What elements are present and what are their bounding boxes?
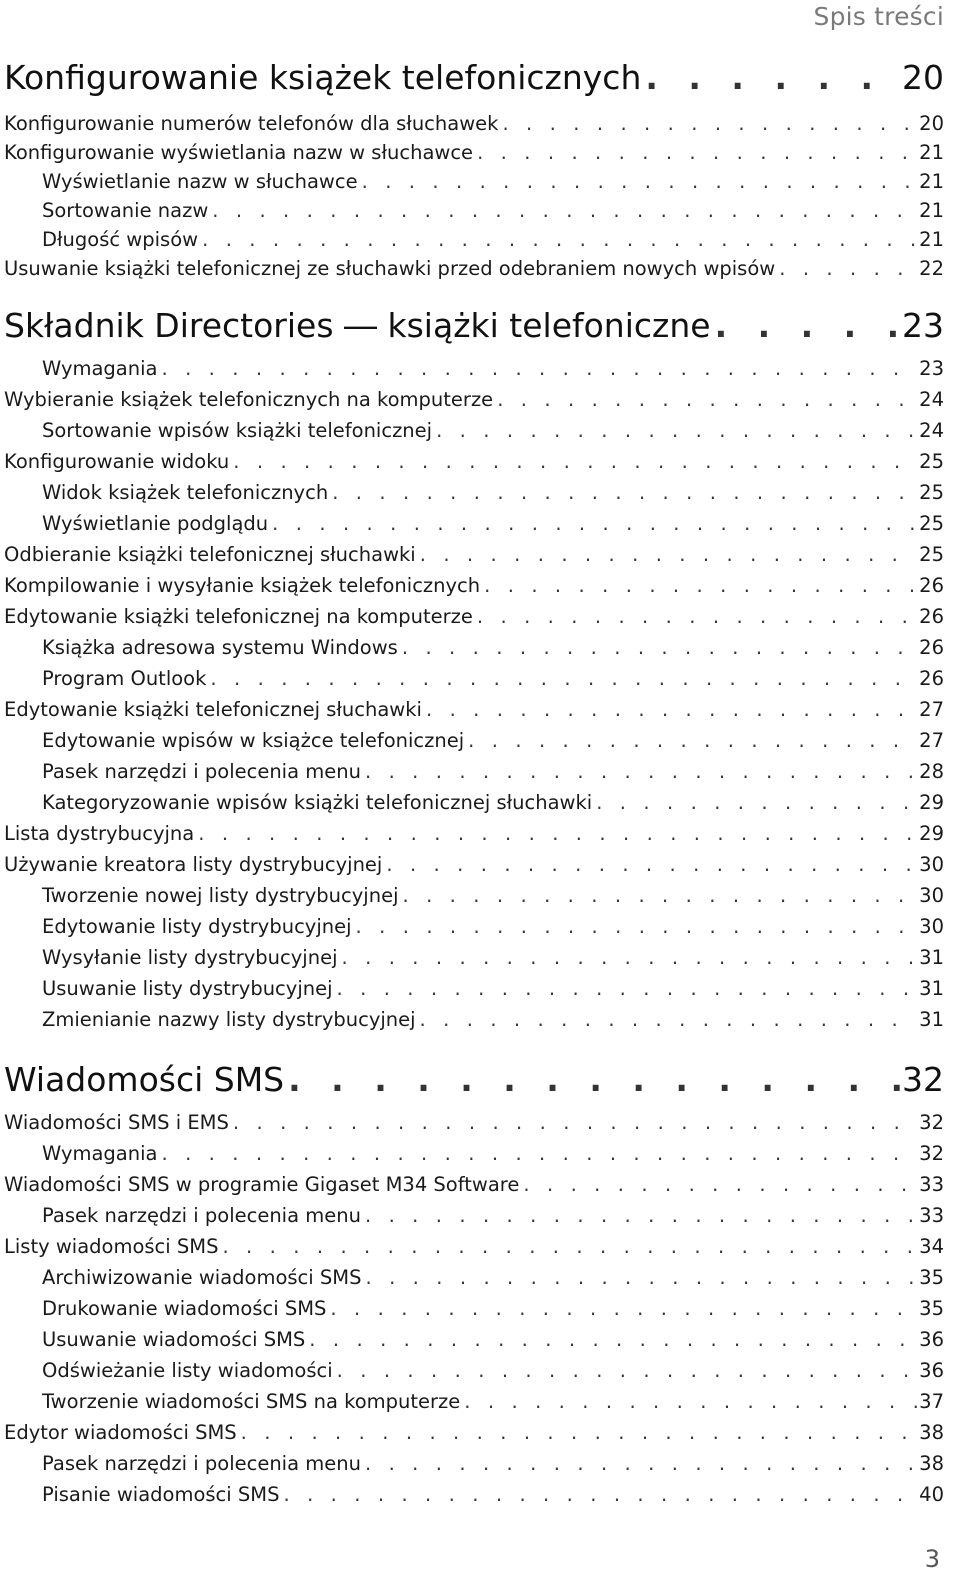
- toc-entry-title: Pasek narzędzi i polecenia menu: [42, 1452, 361, 1475]
- toc-entry: [4, 1173, 944, 1201]
- toc-entry-page: 29: [919, 822, 944, 845]
- toc-entry-page: 25: [919, 450, 944, 473]
- toc-entry-page: 26: [919, 574, 944, 597]
- toc-entry-title: Tworzenie nowej listy dystrybucyjnej: [42, 884, 399, 907]
- dot-leader: [337, 977, 918, 1000]
- toc-subentry: [4, 884, 944, 912]
- dot-leader: [161, 1142, 917, 1165]
- toc-entry-title: Kompilowanie i wysyłanie książek telefonicznych: [4, 574, 481, 597]
- toc-entry-title: Odbieranie książki telefonicznej słuchawki: [4, 543, 416, 566]
- toc-entry-page: 25: [919, 543, 944, 566]
- toc-entry-title: Listy wiadomości SMS: [4, 1235, 219, 1258]
- dot-leader: [212, 199, 917, 222]
- toc-entry-page: 24: [919, 419, 944, 442]
- toc-entry-title: Wyświetlanie podglądu: [42, 512, 269, 535]
- dot-leader: [502, 112, 917, 135]
- toc-entry-title: Wysyłanie listy dystrybucyjnej: [42, 946, 338, 969]
- dot-leader: [241, 1421, 918, 1444]
- toc-entry-title: Archiwizowanie wiadomości SMS: [42, 1266, 362, 1289]
- toc-subentry: [4, 1328, 944, 1356]
- toc-entry: [4, 450, 944, 478]
- toc-entry-page: 21: [919, 141, 944, 164]
- toc-chapter-page: 32: [902, 1060, 944, 1099]
- toc-subentry: [4, 791, 944, 819]
- toc-entry-title: Konfigurowanie wyświetlania nazw w słuchawce: [4, 141, 474, 164]
- toc-chapter-page: 23: [902, 306, 944, 345]
- toc-entry-title: Usuwanie książki telefonicznej ze słuchawki przed odebraniem nowych wpisów: [4, 257, 776, 280]
- toc-entry-title: Sortowanie nazw: [42, 199, 209, 222]
- dot-leader: [288, 1060, 900, 1099]
- toc-subentry: [4, 228, 944, 256]
- toc-entry-page: 25: [919, 481, 944, 504]
- toc-entry-page: 20: [919, 112, 944, 135]
- toc-entry-title: Lista dystrybucyjna: [4, 822, 195, 845]
- toc-entry-title: Edytowanie książki telefonicznej na komputerze: [4, 605, 473, 628]
- toc-entry-title: Kategoryzowanie wpisów książki telefonicznej słuchawki: [42, 791, 593, 814]
- dot-leader: [426, 698, 917, 721]
- toc-entry-page: 30: [919, 884, 944, 907]
- toc-entry: [4, 543, 944, 571]
- toc-chapter: [4, 306, 944, 352]
- toc-subentry: [4, 481, 944, 509]
- dot-leader: [365, 1204, 917, 1227]
- toc-entry-title: Wybieranie książek telefonicznych na komputerze: [4, 388, 494, 411]
- toc-entry-page: 27: [919, 698, 944, 721]
- toc-entry-title: Wyświetlanie nazw w słuchawce: [42, 170, 358, 193]
- toc-entry-page: 33: [919, 1173, 944, 1196]
- dot-leader: [596, 791, 917, 814]
- toc-subentry: [4, 760, 944, 788]
- toc-entry-page: 21: [919, 170, 944, 193]
- toc-entry: [4, 574, 944, 602]
- dot-leader: [210, 667, 917, 690]
- toc-entry: [4, 141, 944, 169]
- dot-leader: [464, 1390, 917, 1413]
- toc-entry-title: Drukowanie wiadomości SMS: [42, 1297, 327, 1320]
- dot-leader: [402, 884, 917, 907]
- toc-entry: [4, 605, 944, 633]
- dot-leader: [198, 822, 917, 845]
- toc-subentry: [4, 1008, 944, 1036]
- toc-entry-title: Usuwanie listy dystrybucyjnej: [42, 977, 333, 1000]
- toc-entry-page: 37: [919, 1390, 944, 1413]
- dot-leader: [233, 1111, 917, 1134]
- toc-entry-page: 36: [919, 1359, 944, 1382]
- dot-leader: [420, 1008, 918, 1031]
- toc-entry: [4, 1235, 944, 1263]
- dot-leader: [202, 228, 917, 251]
- dot-leader: [715, 306, 900, 345]
- toc-entry-page: 29: [919, 791, 944, 814]
- toc-entry-page: 26: [919, 605, 944, 628]
- toc-entry-page: 31: [919, 1008, 944, 1031]
- dot-leader: [309, 1328, 917, 1351]
- toc-entry-title: Edytowanie wpisów w książce telefonicznej: [42, 729, 465, 752]
- toc-chapter-title: Wiadomości SMS: [4, 1060, 285, 1099]
- dot-leader: [497, 388, 917, 411]
- toc-entry-title: Program Outlook: [42, 667, 207, 690]
- toc-entry-page: 33: [919, 1204, 944, 1227]
- dot-leader: [365, 1452, 917, 1475]
- toc-entry-page: 21: [919, 199, 944, 222]
- toc-subentry: [4, 729, 944, 757]
- dot-leader: [222, 1235, 917, 1258]
- toc-entry-title: Konfigurowanie numerów telefonów dla słuchawek: [4, 112, 499, 135]
- toc-chapter-page: 20: [902, 58, 944, 97]
- toc-subentry: [4, 1266, 944, 1294]
- dot-leader: [365, 1266, 917, 1289]
- toc-entry-title: Używanie kreatora listy dystrybucyjnej: [4, 853, 383, 876]
- toc-subentry: [4, 636, 944, 664]
- toc-entry: [4, 822, 944, 850]
- dot-leader: [645, 58, 900, 97]
- toc-entry-page: 34: [919, 1235, 944, 1258]
- dot-leader: [386, 853, 917, 876]
- toc-subentry: [4, 419, 944, 447]
- dot-leader: [332, 481, 917, 504]
- toc-entry-title: Odświeżanie listy wiadomości: [42, 1359, 333, 1382]
- toc-entry-page: 31: [919, 977, 944, 1000]
- dot-leader: [161, 357, 917, 380]
- toc-entry-title: Wymagania: [42, 1142, 158, 1165]
- toc-subentry: [4, 1297, 944, 1325]
- toc-entry-title: Książka adresowa systemu Windows: [42, 636, 398, 659]
- toc-entry: [4, 1421, 944, 1449]
- toc-chapter-title: Składnik Directories ― książki telefoniczne: [4, 306, 711, 345]
- dot-leader: [362, 170, 918, 193]
- toc-subentry: [4, 199, 944, 227]
- dot-leader: [272, 512, 917, 535]
- dot-leader: [477, 605, 917, 628]
- dot-leader: [356, 915, 918, 938]
- toc-entry-page: 32: [919, 1111, 944, 1134]
- toc-entry: [4, 388, 944, 416]
- section-header: Spis treści: [813, 2, 944, 31]
- toc-subentry: [4, 1142, 944, 1170]
- toc-entry-page: 32: [919, 1142, 944, 1165]
- toc-entry: [4, 698, 944, 726]
- toc-entry-title: Widok książek telefonicznych: [42, 481, 329, 504]
- toc-chapter-title: Konfigurowanie książek telefonicznych: [4, 58, 642, 97]
- toc-subentry: [4, 1390, 944, 1418]
- dot-leader: [484, 574, 917, 597]
- toc-entry-page: 23: [919, 357, 944, 380]
- toc-entry-title: Edytor wiadomości SMS: [4, 1421, 237, 1444]
- toc-chapter: [4, 1060, 944, 1106]
- toc-entry-title: Sortowanie wpisów książki telefonicznej: [42, 419, 433, 442]
- toc-entry-title: Tworzenie wiadomości SMS na komputerze: [42, 1390, 461, 1413]
- toc-subentry: [4, 977, 944, 1005]
- toc-entry-page: 30: [919, 915, 944, 938]
- toc-entry-page: 31: [919, 946, 944, 969]
- toc-subentry: [4, 1204, 944, 1232]
- toc-entry-page: 24: [919, 388, 944, 411]
- toc-subentry: [4, 1452, 944, 1480]
- toc-entry-page: 35: [919, 1297, 944, 1320]
- dot-leader: [420, 543, 917, 566]
- toc-subentry: [4, 1359, 944, 1387]
- toc-entry: [4, 112, 944, 140]
- page-number: 3: [924, 1545, 940, 1573]
- toc-entry-title: Wiadomości SMS i EMS: [4, 1111, 229, 1134]
- toc-entry-page: 25: [919, 512, 944, 535]
- toc-entry-page: 27: [919, 729, 944, 752]
- toc-entry-page: 21: [919, 228, 944, 251]
- dot-leader: [337, 1359, 918, 1382]
- toc-subentry: [4, 946, 944, 974]
- dot-leader: [468, 729, 917, 752]
- toc-entry-title: Wiadomości SMS w programie Gigaset M34 Software: [4, 1173, 520, 1196]
- toc-subentry: [4, 512, 944, 540]
- toc-chapter: [4, 58, 944, 104]
- toc-entry-title: Pisanie wiadomości SMS: [42, 1483, 280, 1506]
- toc-entry-title: Usuwanie wiadomości SMS: [42, 1328, 306, 1351]
- toc-entry: [4, 853, 944, 881]
- dot-leader: [477, 141, 917, 164]
- toc-entry-page: 26: [919, 636, 944, 659]
- toc-subentry: [4, 915, 944, 943]
- toc-entry-title: Edytowanie listy dystrybucyjnej: [42, 915, 352, 938]
- toc-entry-title: Konfigurowanie widoku: [4, 450, 230, 473]
- toc-subentry: [4, 667, 944, 695]
- toc-entry-page: 38: [919, 1421, 944, 1444]
- toc-entry-title: Wymagania: [42, 357, 158, 380]
- toc-entry-page: 28: [919, 760, 944, 783]
- dot-leader: [342, 946, 918, 969]
- dot-leader: [402, 636, 917, 659]
- toc-entry-page: 36: [919, 1328, 944, 1351]
- toc-entry-title: Edytowanie książki telefonicznej słuchawki: [4, 698, 422, 721]
- toc-entry-page: 30: [919, 853, 944, 876]
- toc-subentry: [4, 1483, 944, 1511]
- toc-entry-page: 35: [919, 1266, 944, 1289]
- toc-entry: [4, 257, 944, 285]
- dot-leader: [779, 257, 917, 280]
- toc-entry-title: Pasek narzędzi i polecenia menu: [42, 1204, 361, 1227]
- toc-entry-title: Długość wpisów: [42, 228, 199, 251]
- toc-entry-page: 40: [919, 1483, 944, 1506]
- toc-subentry: [4, 357, 944, 385]
- dot-leader: [330, 1297, 917, 1320]
- toc-subentry: [4, 170, 944, 198]
- dot-leader: [283, 1483, 917, 1506]
- dot-leader: [365, 760, 917, 783]
- toc-entry-page: 22: [919, 257, 944, 280]
- toc-entry: [4, 1111, 944, 1139]
- dot-leader: [523, 1173, 917, 1196]
- dot-leader: [233, 450, 917, 473]
- toc-entry-page: 26: [919, 667, 944, 690]
- toc-entry-title: Zmienianie nazwy listy dystrybucyjnej: [42, 1008, 416, 1031]
- toc-entry-title: Pasek narzędzi i polecenia menu: [42, 760, 361, 783]
- dot-leader: [436, 419, 917, 442]
- toc-entry-page: 38: [919, 1452, 944, 1475]
